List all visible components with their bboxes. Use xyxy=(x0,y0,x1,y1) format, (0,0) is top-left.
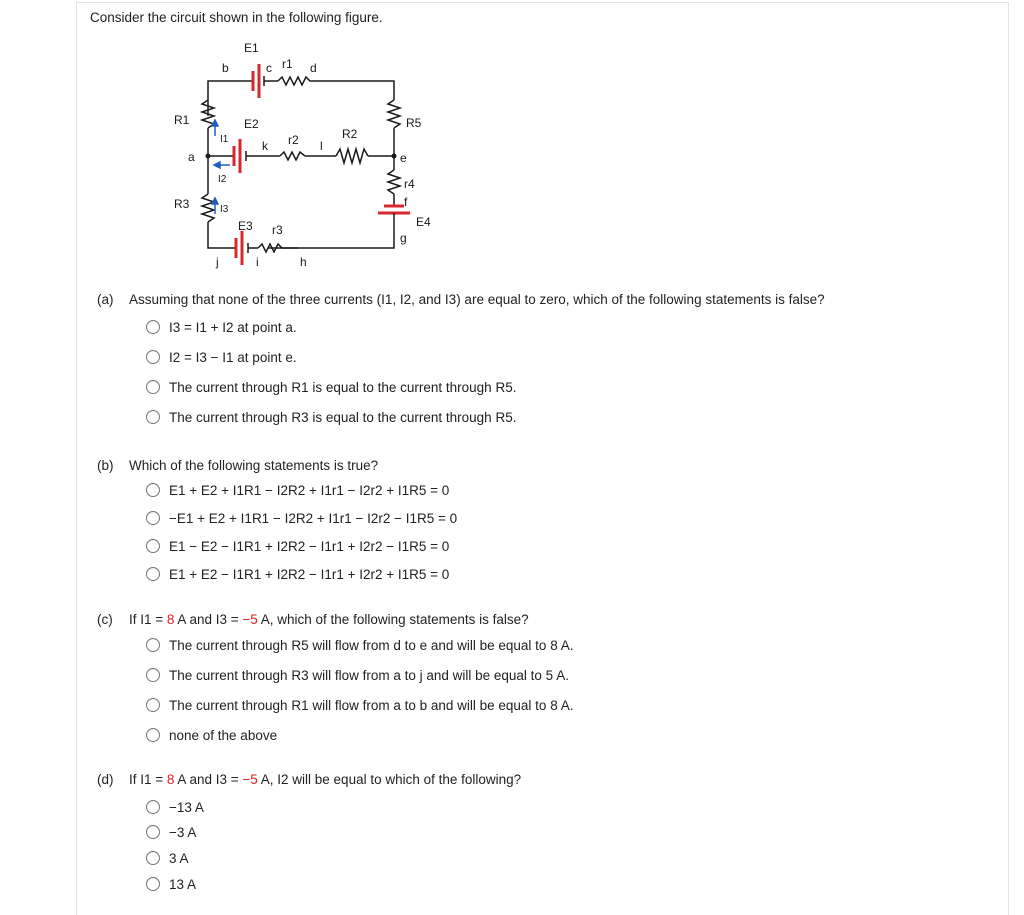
option-text: I3 = I1 + I2 at point a. xyxy=(169,319,297,335)
label-I2: I2 xyxy=(218,174,227,185)
label-R3: R3 xyxy=(174,197,190,211)
radio-button[interactable] xyxy=(146,483,160,497)
label-l: l xyxy=(320,139,323,153)
option-d-4[interactable] xyxy=(146,874,196,894)
question-b-label: (b) xyxy=(97,458,114,473)
radio-button[interactable] xyxy=(146,539,160,553)
label-i: i xyxy=(256,255,259,269)
option-text: The current through R1 will flow from a to b and will be equal to 8 A. xyxy=(169,697,574,713)
resistor-R2 xyxy=(336,149,368,163)
radio-button[interactable] xyxy=(146,728,160,742)
question-b-prompt xyxy=(97,458,378,473)
radio-button[interactable] xyxy=(146,320,160,334)
prompt-text: If I1 = xyxy=(129,772,167,787)
label-I3: I3 xyxy=(220,204,229,215)
prompt-text: A and I3 = xyxy=(174,612,243,627)
question-b-text: Which of the following statements is true? xyxy=(129,458,379,473)
question-c-label: (c) xyxy=(97,612,113,627)
question-a-label: (a) xyxy=(97,292,114,307)
option-d-3[interactable] xyxy=(146,848,189,868)
option-text: The current through R1 is equal to the current through R5. xyxy=(169,379,517,395)
value-I3: −5 xyxy=(242,772,258,787)
resistor-r4 xyxy=(388,170,400,194)
option-text: 3 A xyxy=(169,850,189,866)
radio-button[interactable] xyxy=(146,668,160,682)
option-text: −3 A xyxy=(169,824,197,840)
question-d-prompt xyxy=(97,772,521,787)
option-c-2[interactable] xyxy=(146,665,569,685)
label-r2: r2 xyxy=(288,133,299,147)
option-c-1[interactable] xyxy=(146,635,573,655)
label-a: a xyxy=(188,150,195,164)
label-R2: R2 xyxy=(342,127,358,141)
label-r1: r1 xyxy=(282,57,293,71)
option-b-4[interactable] xyxy=(146,564,449,584)
circuit-figure xyxy=(168,36,448,276)
label-r3: r3 xyxy=(272,223,283,237)
label-E1: E1 xyxy=(244,41,259,55)
node-e xyxy=(392,154,397,159)
radio-button[interactable] xyxy=(146,877,160,891)
option-d-1[interactable] xyxy=(146,797,204,817)
radio-button[interactable] xyxy=(146,800,160,814)
radio-button[interactable] xyxy=(146,698,160,712)
wire-bottom-left xyxy=(208,222,236,248)
label-E4: E4 xyxy=(416,215,431,229)
label-d: d xyxy=(310,61,317,75)
option-text: −13 A xyxy=(169,799,204,815)
node-a xyxy=(206,154,211,159)
resistor-r2 xyxy=(280,152,305,160)
option-b-2[interactable] xyxy=(146,508,457,528)
option-text: The current through R3 will flow from a to j and will be equal to 5 A. xyxy=(169,667,569,683)
option-b-1[interactable] xyxy=(146,480,449,500)
value-I1: 8 xyxy=(166,612,175,627)
label-E2: E2 xyxy=(244,117,259,131)
option-b-3[interactable] xyxy=(146,536,449,556)
label-j: j xyxy=(216,255,219,269)
wire-top-right xyxy=(315,81,394,100)
radio-button[interactable] xyxy=(146,380,160,394)
intro-text: Consider the circuit shown in the following figure. xyxy=(90,10,383,25)
radio-button[interactable] xyxy=(146,511,160,525)
wire-top-left xyxy=(208,81,253,116)
radio-button[interactable] xyxy=(146,410,160,424)
prompt-text: A and I3 = xyxy=(174,772,243,787)
question-a-text: Assuming that none of the three currents (I1, I2, and I3) are equal to zero, which of the following statements is false? xyxy=(129,292,825,307)
option-a-1[interactable] xyxy=(146,317,297,337)
option-text: E1 + E2 − I1R1 + I2R2 − I1r1 + I2r2 + I1R5 = 0 xyxy=(169,566,450,582)
label-E3: E3 xyxy=(238,219,253,233)
label-k: k xyxy=(262,139,268,153)
resistor-R5 xyxy=(388,100,400,128)
radio-button[interactable] xyxy=(146,825,160,839)
question-c-prompt xyxy=(97,612,529,627)
value-I3: −5 xyxy=(242,612,258,627)
option-text: −E1 + E2 + I1R1 − I2R2 + I1r1 − I2r2 − I1R5 = 0 xyxy=(169,510,458,526)
option-c-4[interactable] xyxy=(146,725,277,745)
radio-button[interactable] xyxy=(146,851,160,865)
radio-button[interactable] xyxy=(146,350,160,364)
option-text: The current through R3 is equal to the current through R5. xyxy=(169,409,517,425)
option-a-2[interactable] xyxy=(146,347,297,367)
option-text: I2 = I3 − I1 at point e. xyxy=(169,349,297,365)
label-R1: R1 xyxy=(174,113,190,127)
option-text: none of the above xyxy=(169,727,278,743)
radio-button[interactable] xyxy=(146,567,160,581)
prompt-text: A, which of the following statements is false? xyxy=(257,612,529,627)
wire-bottom-right xyxy=(268,226,394,248)
label-g: g xyxy=(400,231,407,245)
label-f: f xyxy=(404,195,408,209)
question-d-label: (d) xyxy=(97,772,114,787)
option-text: 13 A xyxy=(169,876,197,892)
label-R5: R5 xyxy=(406,116,422,130)
prompt-text: If I1 = xyxy=(129,612,167,627)
prompt-text: A, I2 will be equal to which of the following? xyxy=(257,772,522,787)
option-text: E1 + E2 + I1R1 − I2R2 + I1r1 − I2r2 + I1R5 = 0 xyxy=(169,482,450,498)
label-r4: r4 xyxy=(404,177,415,191)
resistor-R3 xyxy=(202,194,214,222)
label-c: c xyxy=(266,61,272,75)
radio-button[interactable] xyxy=(146,638,160,652)
resistor-r1 xyxy=(278,77,315,85)
option-a-3[interactable] xyxy=(146,377,516,397)
option-c-3[interactable] xyxy=(146,695,573,715)
value-I1: 8 xyxy=(166,772,175,787)
option-text: The current through R5 will flow from d to e and will be equal to 8 A. xyxy=(169,637,574,653)
label-I1: I1 xyxy=(220,134,229,145)
label-e: e xyxy=(400,151,407,165)
option-d-2[interactable] xyxy=(146,822,196,842)
question-a-prompt xyxy=(97,292,825,307)
label-b: b xyxy=(222,61,229,75)
option-text: E1 − E2 − I1R1 + I2R2 − I1r1 + I2r2 − I1R5 = 0 xyxy=(169,538,450,554)
label-h: h xyxy=(300,255,307,269)
option-a-4[interactable] xyxy=(146,407,516,427)
